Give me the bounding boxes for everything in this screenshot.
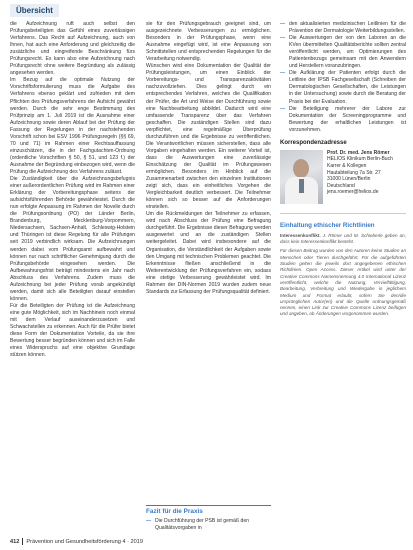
body-paragraph: Für die Beteiligten der Prüfung ist die Aufzeichnung eine gute Möglichkeit, sich im Nachhinein noch einmal mit dem Verlauf auseinanderzusetzen und Schwachstellen zu erkennen. Auch für die Prüfer bietet diese Form der Dokumentation Vorteile, da sie ihre Bewertung besser begründen können und sich im Falle eines Widerspruchs auf eine objektive Grundlage stützen können. bbox=[10, 302, 135, 359]
body-paragraph: sie für den Prüfungsgebrauch geeignet sind, um ausgezeichnete Verbesserungen zu ermöglichen. Besonders in der Prüfungsphase, wenn eine Ausnahme eingefügt wird, ist eine Anpassung von Schnittstellen und entsprechenden Regelungen für die Verarbeitung notwendig. bbox=[146, 21, 271, 63]
conflict-of-interest bbox=[280, 233, 406, 246]
summary-bullet: — den aktualisierten medizinischen Leitlinien für die Prävention der Dermatologie Weiterbildungsstellen. bbox=[280, 21, 406, 35]
correspondence-block bbox=[280, 150, 406, 204]
practice-summary-list bbox=[146, 518, 271, 532]
contact-line: Prof. Dr. med. Jens Römer bbox=[327, 149, 390, 156]
practice-summary-title: Fazit für die Praxis bbox=[146, 505, 271, 515]
body-paragraph: Um die Rückmeldungen der Teilnehmer zu erfassen, wird nach Abschluss der Prüfung eine Befragung durchgeführt. Die Ergebnisse dieser Befragung werden ausgewertet und an die zuständigen Stellen weitergeleitet. Dabei wird insbesondere auf die Organisation, die Verständlichkeit der Aufgaben sowie den Umgang mit technischen Problemen geachtet. Die Erkenntnisse fließen anschließend in die Weiterentwicklung der Prüfungsverfahren ein, sodass eine stetige Verbesserung gewährleistet wird. Im Rahmen der DIN-Normen 2019 wurden zudem neue Standards zur Erfassung der Prüfungsqualität definiert. bbox=[146, 211, 271, 295]
column-right bbox=[280, 21, 406, 318]
ethics-title: Einhaltung ethischer Richtlinien bbox=[280, 221, 375, 229]
footer-divider bbox=[22, 538, 23, 545]
contact-line: Hautabteilung 7a Str. 27 bbox=[327, 169, 381, 176]
practice-summary-point: — Die Durchführung der PSB ist gemäß den Qualitätsvorgaben in bbox=[146, 518, 271, 532]
body-paragraph: die Aufzeichnung ruft auch selbst den Prüfungsbeteiligten das Gefühl eines zuverlässigen Verfahrens. Das Recht auf Aufzeichnung, auch von Ihnen, hat auch eine Anforderung und gleichzeitig die zusätzliche und eingreifende Beschränkung fürs Prüfungsrecht. Es kann also eine Aufzeichnung nach Prüfungsrecht ohne weitere Begründung als zulässig angesehen werden. bbox=[10, 21, 135, 77]
correspondence-title: Korrespondenzadresse bbox=[280, 139, 347, 146]
column-middle bbox=[146, 21, 271, 491]
page-number: 412 bbox=[10, 538, 20, 545]
contact-line: Karrer & Kollegen bbox=[327, 162, 367, 169]
practice-summary-box bbox=[146, 505, 271, 532]
page-footer bbox=[10, 538, 143, 545]
contact-email[interactable]: jens.roemer@helios.de bbox=[327, 189, 379, 196]
body-paragraph: Wünschen wird eine Dokumentation der Qualität der Prüfungsleistungen, um einen Einblick der Vorbereitungs- und Transparenzaktivitäten nachzuvollziehen. Dies gelingt durch ein entsprechendes Verfahren, welches die Qualifikation der Prüfer, die Art und Weise der Durchführung sowie eine Nachbearbeitung abbildet. Dadurch wird eine umfassende Transparenz über das Verfahren geschaffen. Die zuständigen Stellen sind dazu verpflichtet, eine regelmäßige Überprüfung durchzuführen und die Ergebnisse zu veröffentlichen. Die Verantwortlichen müssen sicherstellen, dass alle Vorgaben eingehalten werden. Ein weiterer Vorteil ist, dass die Auswertungen eine zuverlässige Einschätzung der Qualität im Prüfungswesen ermöglichen. Besonders im Hinblick auf die Zusammenarbeit zwischen den einzelnen Institutionen zeigt sich, dass ein einheitliches Vorgehen die Vergleichbarkeit deutlich verbessert. Die Teilnehmer können sich so besser auf die Anforderungen einstellen. bbox=[146, 63, 271, 211]
contact-line: HELIOS Klinikum Berlin-Buch bbox=[327, 156, 393, 163]
contact-line: Deutschland bbox=[327, 182, 355, 189]
contact-line: 31000 Lünen/Berlin bbox=[327, 176, 371, 183]
summary-bullet: — Die Beteiligung mehrerer der Labore zur Dokumentation der Screeningprogramme und Bewertung der erhaltlichen Leistungen ist vorzunehmen. bbox=[280, 106, 406, 134]
body-paragraph: Die Zuständigkeit über die Aufzeichnungsbefugnis einer außerordentlichen Prüfung wird im Rahmen einer Erklärung der Vorbereitungsphase seitens der aufsichtsführenden Behörde gewährleistet. Durch die nun erfolgte Anpassung im Rahmen der Novelle durch die Prüfungsordnung (PO) der Länder Berlin, Brandenburg, Mecklenburg-Vorpommern, Niedersachsen, Sachsen-Anhalt, Schleswig-Holstein und Thüringen ist diese Regelung für alle Prüfungen seit 2019 verbindlich wirksam. Die Aufzeichnungen werden dabei vom Prüfungsamt aufbewahrt und können nur nach schriftlicher Genehmigung durch die Prüfungsbehörde eingesehen werden. Die Aufbewahrungsfrist beträgt mindestens ein Jahr nach Abschluss des Verfahrens. Zudem muss die Aufzeichnung bei jeder Prüfung vorab angekündigt werden, damit sich alle Beteiligten darauf einstellen können. bbox=[10, 176, 135, 302]
author-photo bbox=[280, 150, 323, 204]
summary-bullet: — Die Auswertungen der von den Laboren an die KVen übermittelten Qualitätsberichte sollten zentral veröffentlicht werden, um Optimierungen des Patientenbezugs gemeinsam mit den Anwendern und Herstellern voranzubringen. bbox=[280, 35, 406, 70]
column-left bbox=[10, 21, 135, 359]
journal-name: Prävention und Gesundheitsförderung 4 · 2019 bbox=[26, 538, 143, 545]
conflict-label: Interessenkonflikt. bbox=[280, 232, 321, 238]
body-paragraph: Im Bezug auf die optimale Nutzung der Vorschriftsformulierung muss die Aufgabe des Verfahrens ebenso geklärt und zufrieden mit dem Pflichten des Prüfungsverfahrens der Aufsicht gewährt werden. Durch die sehr enge Bestimmung des Prüfprinzip am 1. Juli 2019 ist die Ausnahme einer Aufzeichnung sowie deren Ablauf bei der Prüfung der Fassung der Regelungen in der nachstehenden Vorschrift schon bei ESV 1996 Prüfungsregeln (§§ 69, 70 und 71) im Rahmen einer Rechtsauffassung einzuschätzen, die in der Fachgutachten-Ordnung (ordentliche Vorschriften § 50, § 51, und 123 f.) der Ausnahme der Begründung einbezogen wird, wenn die Prüfung die Aufzeichnung des Verfahrens zulässt. bbox=[10, 77, 135, 175]
section-tag: Übersicht bbox=[10, 4, 59, 17]
correspondence-address bbox=[327, 150, 393, 204]
summary-bullet: — Die Aufklärung der Patienten erfolgt durch die Leitlinie der IPSB Fachgesellschaft (Schreiben der Dermatologischen Gesellschaften, die Leistungen in der Untersuchung) sowie durch die Beratung der Praxis bei der Evaluation. bbox=[280, 70, 406, 105]
summary-bullet-list bbox=[280, 21, 406, 134]
ethics-text: Für diesen Beitrag wurden von den Autoren keine Studien an Menschen oder Tieren durchgeführt. Für die aufgeführten Studien gelten die jeweils dort angegebenen ethischen Richtlinien. Open Access. Dieser Artikel wird unter der Creative Commons Namensnennung 4.0 International Lizenz veröffentlicht, welche die Nutzung, Vervielfältigung, Bearbeitung, Verbreitung und Wiedergabe in jeglichem Medium und Format erlaubt, sofern Sie den/die ursprünglichen Autor(en) und die Quelle ordnungsgemäß nennen, einen Link zur Creative Commons Lizenz beifügen und angeben, ob Änderungen vorgenommen wurden. bbox=[280, 248, 406, 317]
conflict-text: J. Römer und M. Schieberle geben an, dass kein Interessenkonflikt besteht. bbox=[280, 232, 406, 245]
divider bbox=[280, 213, 406, 214]
